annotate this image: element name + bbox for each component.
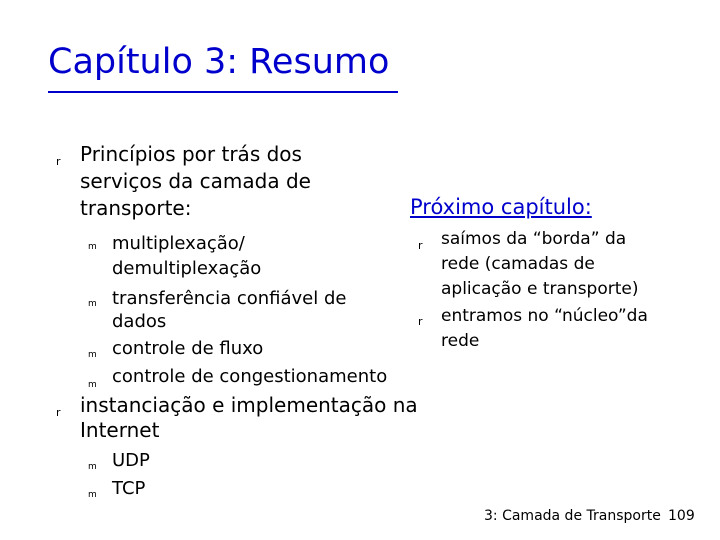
title-underline (48, 91, 398, 93)
sub1-line2: demultiplexação (112, 258, 262, 279)
sub2-line2: dados (112, 311, 167, 332)
right-item2-line2: rede (441, 331, 480, 351)
bullet-icon: r (418, 315, 423, 328)
right-item1-line3: aplicação e transporte) (441, 279, 639, 299)
sub-bullet-icon: m (88, 242, 97, 252)
sub2-line1: transferência confiável de (112, 288, 347, 309)
item2-line1: instanciação e implementação na (80, 393, 418, 417)
sub-bullet-icon: m (88, 462, 97, 472)
bullet-icon: r (418, 239, 423, 252)
right-item1-line1: saímos da “borda” da (441, 229, 627, 249)
slide-title: Capítulo 3: Resumo (48, 42, 390, 82)
bullet-icon: r (56, 155, 61, 168)
sub-bullet-icon: m (88, 380, 97, 390)
item1-line3: transporte: (80, 196, 192, 220)
sub6-line1: TCP (112, 478, 146, 499)
footer-page-number: 109 (668, 508, 695, 524)
sub4-line1: controle de congestionamento (112, 366, 388, 387)
sub-bullet-icon: m (88, 490, 97, 500)
right-item1-line2: rede (camadas de (441, 254, 595, 274)
item2-line2: Internet (80, 418, 160, 442)
footer-chapter: 3: Camada de Transporte (484, 508, 661, 524)
sub-bullet-icon: m (88, 299, 97, 309)
sub1-line1: multiplexação/ (112, 233, 245, 254)
right-item2-line1: entramos no “núcleo”da (441, 306, 648, 326)
item1-line2: serviços da camada de (80, 169, 311, 193)
bullet-icon: r (56, 406, 61, 419)
sub5-line1: UDP (112, 450, 150, 471)
next-chapter-heading: Próximo capítulo: (410, 195, 592, 219)
sub-bullet-icon: m (88, 350, 97, 360)
sub3-line1: controle de fluxo (112, 338, 264, 359)
item1-line1: Princípios por trás dos (80, 142, 302, 166)
